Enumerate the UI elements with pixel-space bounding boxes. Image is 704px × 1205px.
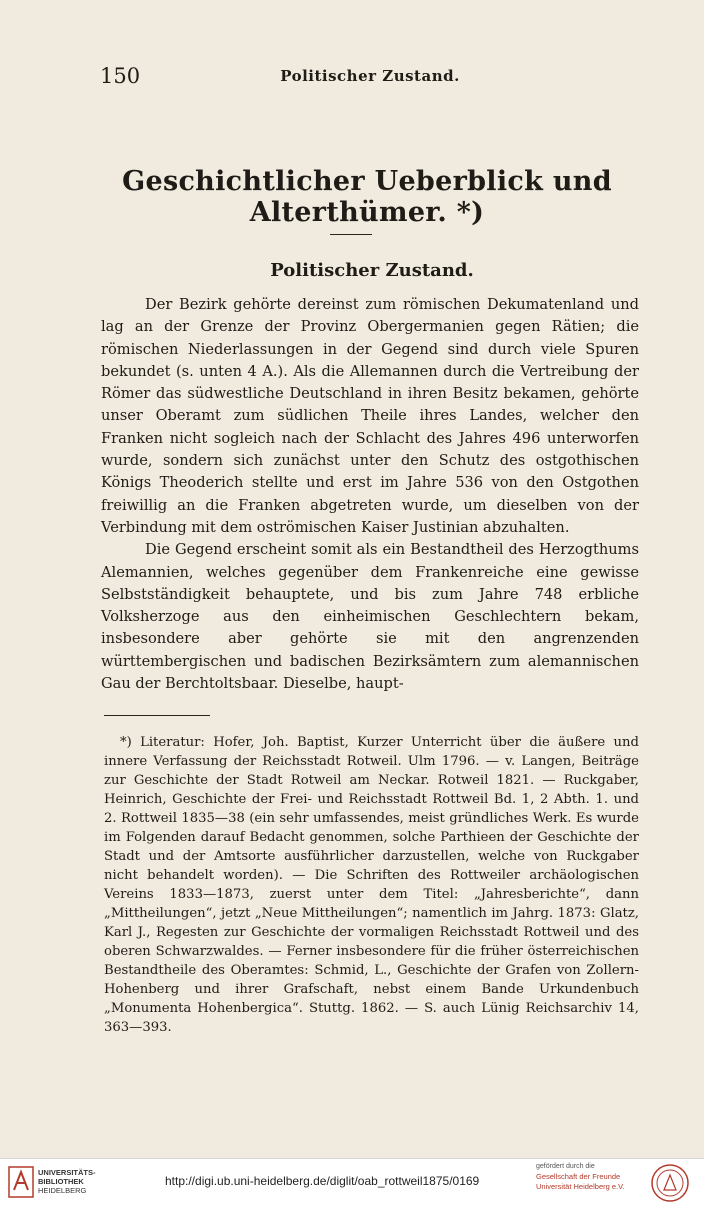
permalink-url[interactable]: http://digi.ub.uni-heidelberg.de/diglit/oab_rottweil1875/0169 — [165, 1174, 480, 1188]
university-seal-icon — [650, 1163, 690, 1203]
viewer-footer — [0, 1158, 704, 1205]
running-title: Politischer Zustand. — [280, 67, 460, 85]
page-number: 150 — [100, 64, 141, 88]
title-divider — [330, 234, 372, 235]
paragraph: Die Gegend erscheint somit als ein Bestandtheil des Herzogthums Alemannien, welches gegenüber dem Frankenreiche eine gewisse Selbstständigkeit behauptete, und bis zum Jahre 748 erbliche Volksherzoge aus den einheimischen Geschlechtern bekam, insbesondere aber gehörte sie mit den angrenzenden württembergischen und badischen Bezirksämtern zum alemannischen Gau der Berchtoltsbaar. Dieselbe, haupt- — [101, 541, 639, 693]
page-header — [100, 64, 640, 92]
library-name: UNIVERSITÄTS- BIBLIOTHEK HEIDELBERG — [38, 1168, 96, 1195]
chapter-title: Geschichtlicher Ueberblick und Alterthümer. *) — [122, 166, 612, 228]
footnote — [104, 733, 639, 1037]
university-library-logo-icon — [8, 1166, 34, 1198]
paragraph: Der Bezirk gehörte dereinst zum römischen Dekumatenland und lag an der Grenze der Provinz Obergermanien gegen Rätien; die römischen Niederlassungen in der Gegend sind durch viele Spuren bekundet (s. unten 4 A.). Als die Allemannen durch die Vertreibung der Römer das südwestliche Deutschland in ihren Besitz bekamen, gehörte unser Oberamt zum südlichen Theile ihres Landes, welcher den Franken nicht sogleich nach der Schlacht des Jahres 496 unterworfen wurde, sondern sich zunächst unter den Schutz des ostgothischen Königs Theoderich stellte und erst im Jahre 536 von den Ostgothen freiwillig an die Franken abgetreten wurde, um dieselben von der Verbindung mit dem oströmischen Kaiser Justinian abzuhalten. — [101, 296, 639, 536]
footnote-divider — [104, 715, 210, 716]
body-text — [101, 294, 639, 695]
section-title: Politischer Zustand. — [270, 260, 474, 281]
footnote-text: *) Literatur: Hofer, Joh. Baptist, Kurzer Unterricht über die äußere und innere Verfassung der Reichsstadt Rotweil. Ulm 1796. — v. Langen, Beiträge zur Geschichte der Stadt Rotweil am Neckar. Rotweil 1821. — Ruckgaber, Heinrich, Geschichte der Frei- und Reichsstadt Rottweil Bd. 1, 2 Abth. 1. und 2. Rottweil 1835—38 (ein sehr umfassendes, meist gründliches Werk. Es wurde im Folgenden darauf Bedacht genommen, solche Parthieen der Geschichte der Stadt und der Amtsorte ausführlicher darzustellen, welche von Ruckgaber nicht behandelt worden). — Die Schriften des Rottweiler archäologischen Vereins 1833—1873, zuerst unter dem Titel: „Jahresberichte“, dann „Mittheilungen“, jetzt „Neue Mittheilungen“; namentlich im Jahrg. 1873: Glatz, Karl J., Regesten zur Geschichte der vormaligen Reichsstadt Rottweil und des oberen Schwarzwaldes. — Ferner insbesondere für die früher österreichischen Bestandtheile des Oberamtes: Schmid, L., Geschichte der Grafen von Zollern-Hohenberg und ihrer Grafschaft, nebst einem Bande Urkundenbuch „Monumenta Hohenbergica“. Stuttg. 1862. — S. auch Lünig Reichsarchiv 14, 363—393. — [104, 735, 639, 1035]
sponsor-credit: gefördert durch die Gesellschaft der Freunde Universität Heidelberg e.V. — [536, 1163, 625, 1191]
